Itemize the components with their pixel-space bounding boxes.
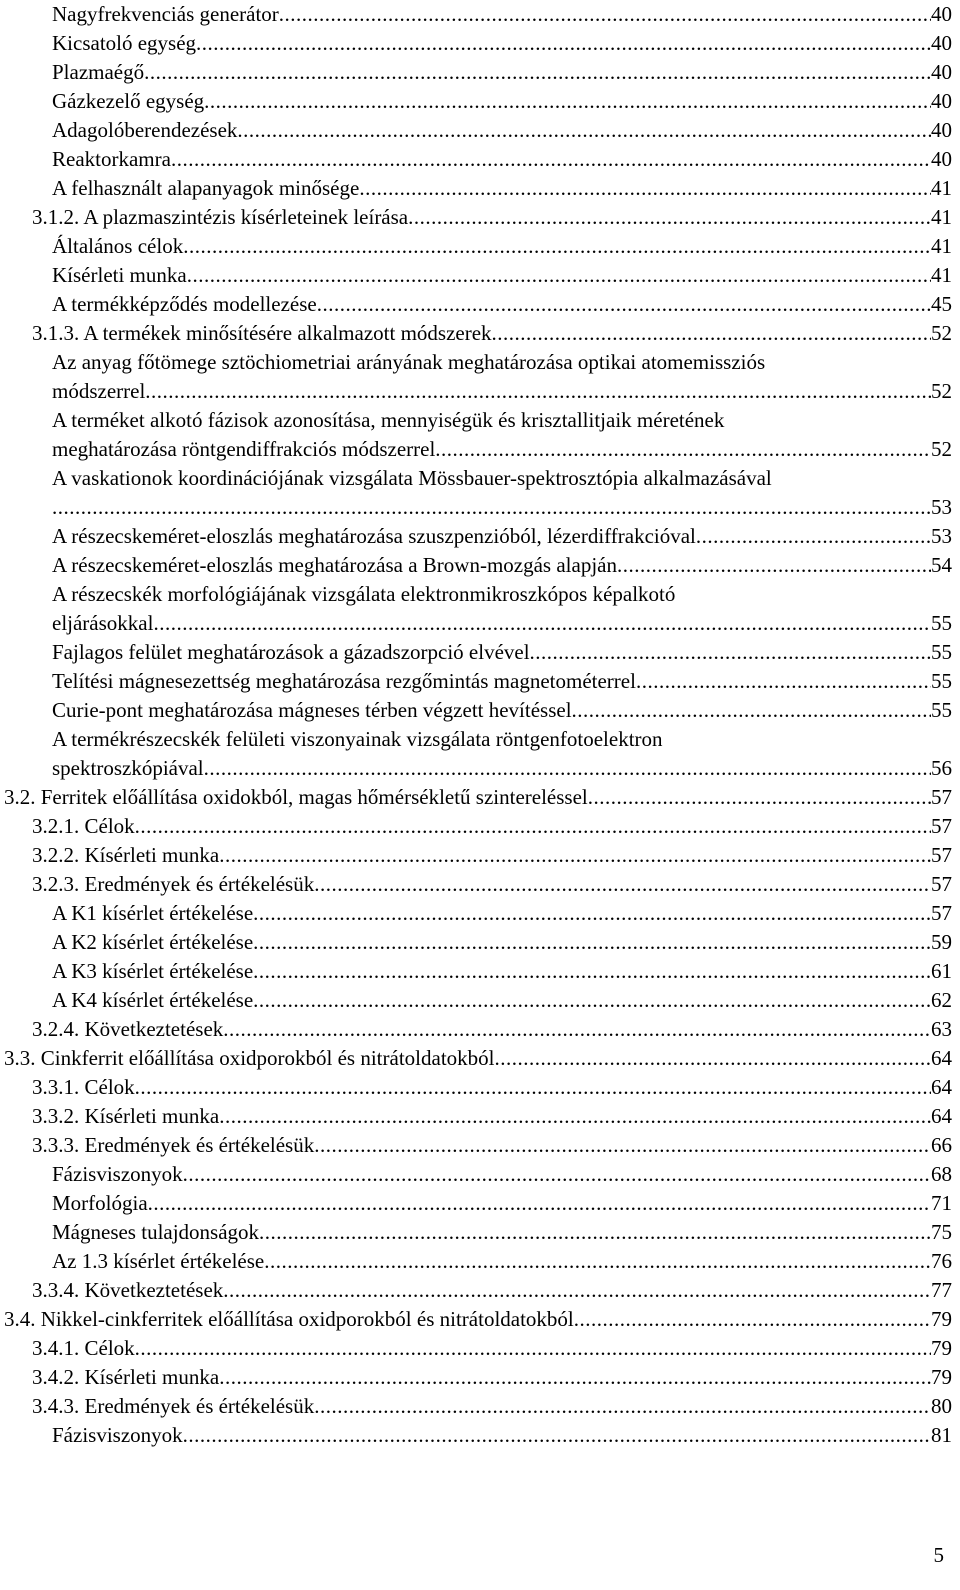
toc-entry-title: Curie-pont meghatározása mágneses térben végzett hevítéssel — [52, 698, 572, 722]
toc-entry[interactable] — [52, 145, 952, 174]
toc-entry[interactable] — [52, 174, 952, 203]
toc-entry-page: 40 — [931, 60, 952, 84]
toc-entry-title: 3.3.3. Eredmények és értékelésük — [32, 1133, 315, 1157]
dot-leader — [223, 1276, 931, 1305]
toc-entry-title: 3.2.2. Kísérleti munka — [32, 843, 220, 867]
dot-leader — [237, 116, 931, 145]
toc-entry[interactable] — [4, 783, 952, 812]
toc-entry-title: Általános célok — [52, 234, 184, 258]
toc-entry-title: 3.1.2. A plazmaszintézis kísérleteinek leírása — [32, 205, 409, 229]
toc-entry-title: 3.4.1. Célok — [32, 1336, 135, 1360]
toc-entry[interactable] — [52, 928, 952, 957]
toc-entry-title: 3.3. Cinkferrit előállítása oxidporokból és nitrátoldatokból — [4, 1046, 495, 1070]
dot-leader — [530, 638, 931, 667]
dot-leader — [135, 812, 931, 841]
dot-leader — [492, 319, 931, 348]
toc-entry-page: 41 — [931, 176, 952, 200]
toc-entry[interactable] — [52, 464, 772, 493]
toc-entry-title: 3.3.1. Célok — [32, 1075, 135, 1099]
toc-entry-page: 76 — [931, 1249, 952, 1273]
dot-leader — [171, 145, 931, 174]
toc-entry-page: 61 — [931, 959, 952, 983]
toc-entry-title: 3.2.1. Célok — [32, 814, 135, 838]
toc-entry-page: 68 — [931, 1162, 952, 1186]
toc-entry-continuation[interactable] — [52, 493, 952, 522]
toc-entry-page: 55 — [931, 640, 952, 664]
toc-entry[interactable] — [52, 348, 765, 377]
toc-entry-title: Gázkezelő egység — [52, 89, 205, 113]
toc-entry-page: 57 — [931, 785, 952, 809]
toc-entry-page: 57 — [931, 814, 952, 838]
toc-entry[interactable] — [32, 1073, 952, 1102]
toc-entry-title: Adagolóberendezések — [52, 118, 238, 142]
toc-entry[interactable] — [52, 29, 952, 58]
toc-entry-page: 77 — [931, 1278, 952, 1302]
toc-entry[interactable] — [52, 667, 952, 696]
toc-entry-title: Reaktorkamra — [52, 147, 171, 171]
dot-leader — [144, 58, 931, 87]
toc-entry-page: 41 — [931, 234, 952, 258]
toc-entry-title: 3.3.4. Következtetések — [32, 1278, 224, 1302]
toc-entry[interactable] — [32, 1276, 952, 1305]
toc-entry-page: 71 — [931, 1191, 952, 1215]
toc-entry-page: 79 — [931, 1307, 952, 1331]
toc-entry-title: meghatározása röntgendiffrakciós módszerrel — [52, 437, 436, 461]
toc-entry[interactable] — [52, 232, 952, 261]
toc-entry-page: 63 — [931, 1017, 952, 1041]
toc-entry[interactable] — [52, 551, 952, 580]
toc-entry[interactable] — [32, 1102, 952, 1131]
toc-entry-title: A termékképződés modellezése — [52, 292, 317, 316]
toc-entry-title: Morfológia — [52, 1191, 148, 1215]
dot-leader — [204, 87, 931, 116]
dot-leader — [183, 1421, 931, 1450]
toc-entry[interactable] — [32, 1015, 952, 1044]
toc-entry-title: 3.4.3. Eredmények és értékelésük — [32, 1394, 315, 1418]
toc-entry-page: 53 — [931, 495, 952, 519]
dot-leader — [408, 203, 931, 232]
toc-entry-continuation[interactable] — [52, 609, 952, 638]
dot-leader — [253, 957, 931, 986]
dot-leader — [52, 493, 931, 522]
toc-entry-title: Kísérleti munka — [52, 263, 187, 287]
toc-entry[interactable] — [52, 638, 952, 667]
toc-entry[interactable] — [52, 261, 952, 290]
toc-entry-page: 57 — [931, 901, 952, 925]
toc-entry-title: Kicsatoló egység — [52, 31, 197, 55]
toc-entry-page: 55 — [931, 698, 952, 722]
toc-entry[interactable] — [52, 406, 724, 435]
toc-entry-title: 3.4.2. Kísérleti munka — [32, 1365, 220, 1389]
toc-entry-page: 79 — [931, 1365, 952, 1389]
toc-entry[interactable] — [52, 116, 952, 145]
dot-leader — [219, 1102, 931, 1131]
toc-entry[interactable] — [32, 1131, 952, 1160]
dot-leader — [135, 1334, 931, 1363]
dot-leader — [317, 290, 931, 319]
toc-entry-page: 81 — [931, 1423, 952, 1447]
toc-entry-title: Fázisviszonyok — [52, 1423, 183, 1447]
toc-entry-page: 66 — [931, 1133, 952, 1157]
toc-entry-page: 40 — [931, 89, 952, 113]
toc-entry-title: Az anyag főtömege sztöchiometriai arányának meghatározása optikai atomemissziós — [52, 350, 766, 374]
toc-entry[interactable] — [4, 1305, 952, 1334]
toc-entry-page: 52 — [931, 379, 952, 403]
toc-entry-title: 3.1.3. A termékek minősítésére alkalmazott módszerek — [32, 321, 492, 345]
toc-entry-page: 79 — [931, 1336, 952, 1360]
dot-leader — [495, 1044, 932, 1073]
dot-leader — [696, 522, 931, 551]
toc-entry[interactable] — [52, 1218, 952, 1247]
dot-leader — [183, 1160, 931, 1189]
toc-entry-page: 80 — [931, 1394, 952, 1418]
dot-leader — [588, 783, 931, 812]
dot-leader — [435, 435, 931, 464]
toc-entry-title: 3.2.4. Következtetések — [32, 1017, 224, 1041]
toc-entry-title: A részecskeméret-eloszlás meghatározása a Brown-mozgás alapján — [52, 553, 617, 577]
dot-leader — [253, 928, 931, 957]
toc-entry[interactable] — [32, 203, 952, 232]
dot-leader — [196, 29, 931, 58]
toc-entry[interactable] — [52, 899, 952, 928]
toc-entry-continuation[interactable] — [52, 377, 952, 406]
toc-entry-page: 56 — [931, 756, 952, 780]
toc-entry-title: Mágneses tulajdonságok — [52, 1220, 260, 1244]
toc-entry[interactable] — [52, 696, 952, 725]
toc-entry[interactable] — [52, 1160, 952, 1189]
toc-entry-title: Plazmaégő — [52, 60, 145, 84]
toc-entry-title: A K2 kísérlet értékelése — [52, 930, 254, 954]
toc-entry[interactable] — [32, 1334, 952, 1363]
toc-entry[interactable] — [52, 725, 663, 754]
dot-leader — [314, 1131, 931, 1160]
toc-entry-title: A részecskék morfológiájának vizsgálata elektronmikroszkópos képalkotó — [52, 582, 676, 606]
toc-entry[interactable] — [32, 1392, 952, 1421]
toc-entry[interactable] — [4, 1044, 952, 1073]
toc-entry-title: 3.2.3. Eredmények és értékelésük — [32, 872, 315, 896]
toc-entry[interactable] — [52, 1189, 952, 1218]
dot-leader — [636, 667, 931, 696]
toc-entry-title: Telítési mágnesezettség meghatározása rezgőmintás magnetométerrel — [52, 669, 636, 693]
toc-entry-title: A részecskeméret-eloszlás meghatározása szuszpenzióból, lézerdiffrakcióval — [52, 524, 696, 548]
toc-entry-page: 62 — [931, 988, 952, 1012]
toc-entry-page: 52 — [931, 321, 952, 345]
dot-leader — [253, 899, 931, 928]
toc-entry-continuation[interactable] — [52, 435, 952, 464]
toc-entry-title: Fázisviszonyok — [52, 1162, 183, 1186]
toc-entry-title: Az 1.3 kísérlet értékelése — [52, 1249, 265, 1273]
toc-entry-title: 3.3.2. Kísérleti munka — [32, 1104, 220, 1128]
toc-entry-title: módszerrel — [52, 379, 146, 403]
toc-entry[interactable] — [52, 522, 952, 551]
dot-leader — [259, 1218, 931, 1247]
toc-entry[interactable] — [52, 580, 675, 609]
dot-leader — [617, 551, 931, 580]
toc-entry-title: 3.4. Nikkel-cinkferritek előállítása oxidporokból és nitrátoldatokból — [4, 1307, 574, 1331]
toc-entry[interactable] — [52, 290, 952, 319]
toc-entry-title: eljárásokkal — [52, 611, 154, 635]
dot-leader — [204, 754, 931, 783]
toc-entry-page: 75 — [931, 1220, 952, 1244]
dot-leader — [264, 1247, 931, 1276]
toc-entry-page: 40 — [931, 31, 952, 55]
dot-leader — [153, 609, 931, 638]
dot-leader — [187, 261, 931, 290]
toc-entry-page: 41 — [931, 263, 952, 287]
toc-entry-page: 57 — [931, 872, 952, 896]
dot-leader — [223, 1015, 931, 1044]
toc-entry-title: A felhasznált alapanyagok minősége — [52, 176, 360, 200]
toc-entry-title: A K3 kísérlet értékelése — [52, 959, 254, 983]
toc-entry[interactable] — [52, 0, 952, 29]
toc-entry-title: Fajlagos felület meghatározások a gázadszorpció elvével — [52, 640, 530, 664]
toc-entry[interactable] — [52, 1247, 952, 1276]
toc-entry-page: 54 — [931, 553, 952, 577]
toc-entry-title: A K1 kísérlet értékelése — [52, 901, 254, 925]
toc-entry-title: A vaskationok koordinációjának vizsgálata Mössbauer-spektrosztópia alkalmazásával — [52, 466, 772, 490]
dot-leader — [148, 1189, 931, 1218]
toc-entry[interactable] — [32, 812, 952, 841]
dot-leader — [219, 841, 931, 870]
toc-entry-page: 45 — [931, 292, 952, 316]
toc-entry[interactable] — [52, 58, 952, 87]
dot-leader — [145, 377, 931, 406]
dot-leader — [574, 1305, 931, 1334]
toc-entry-title: A terméket alkotó fázisok azonosítása, mennyiségük és krisztallitjaik méretének — [52, 408, 725, 432]
toc-entry-page: 53 — [931, 524, 952, 548]
toc-entry-page: 40 — [931, 2, 952, 26]
toc-entry-page: 55 — [931, 611, 952, 635]
toc-entry-page: 59 — [931, 930, 952, 954]
toc-entry[interactable] — [32, 319, 952, 348]
toc-entry[interactable] — [32, 870, 952, 899]
toc-entry-page: 55 — [931, 669, 952, 693]
toc-entry-page: 41 — [931, 205, 952, 229]
dot-leader — [183, 232, 931, 261]
toc-entry-title: spektroszkópiával — [52, 756, 204, 780]
toc-entry-title: A termékrészecskék felületi viszonyainak vizsgálata röntgenfotoelektron — [52, 727, 663, 751]
toc-entry-title: Nagyfrekvenciás generátor — [52, 2, 279, 26]
toc-entry[interactable] — [52, 986, 952, 1015]
toc-entry-title: A K4 kísérlet értékelése — [52, 988, 254, 1012]
toc-entry-page: 40 — [931, 147, 952, 171]
toc-entry-continuation[interactable] — [52, 754, 952, 783]
dot-leader — [279, 0, 931, 29]
toc-entry-page: 64 — [931, 1075, 952, 1099]
dot-leader — [314, 1392, 931, 1421]
page-number: 5 — [933, 1543, 944, 1567]
toc-entry-page: 40 — [931, 118, 952, 142]
toc-entry[interactable] — [52, 87, 952, 116]
dot-leader — [135, 1073, 931, 1102]
dot-leader — [219, 1363, 931, 1392]
toc-entry[interactable] — [32, 841, 952, 870]
dot-leader — [572, 696, 931, 725]
toc-entry-page: 57 — [931, 843, 952, 867]
dot-leader — [359, 174, 931, 203]
toc-entry-title: 3.2. Ferritek előállítása oxidokból, magas hőmérsékletű szintereléssel — [4, 785, 588, 809]
dot-leader — [314, 870, 931, 899]
toc-entry[interactable] — [52, 1421, 952, 1450]
toc-entry-page: 64 — [931, 1104, 952, 1128]
toc-entry-page: 64 — [931, 1046, 952, 1070]
toc-entry-page: 52 — [931, 437, 952, 461]
dot-leader — [253, 986, 931, 1015]
toc-entry[interactable] — [32, 1363, 952, 1392]
toc-entry[interactable] — [52, 957, 952, 986]
